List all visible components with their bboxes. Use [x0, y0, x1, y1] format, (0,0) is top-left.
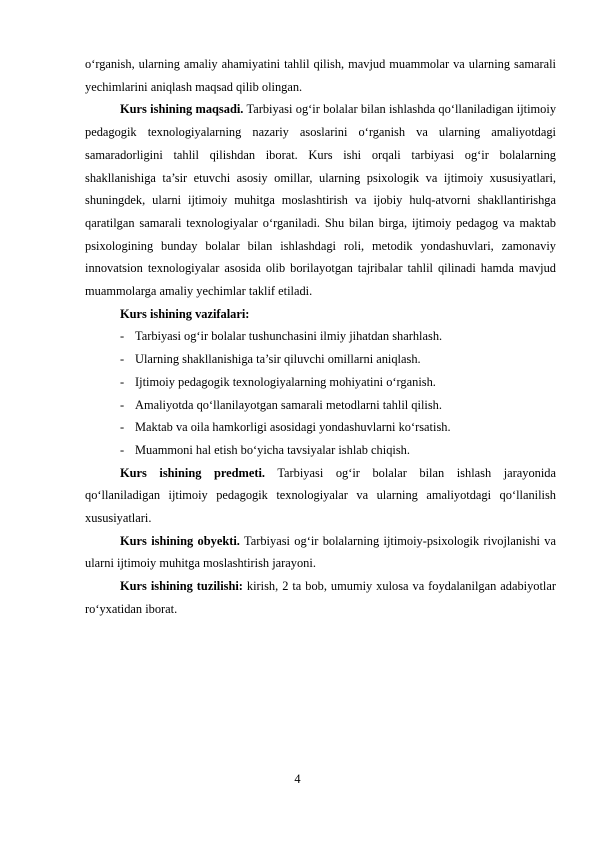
- tasks-heading: Kurs ishining vazifalari:: [120, 306, 250, 321]
- list-item-text: Maktab va oila hamkorligi asosidagi yondashuvlarni ko‘rsatish.: [135, 420, 451, 435]
- dash-marker: -: [120, 442, 125, 457]
- tasks-list: [85, 325, 556, 461]
- intro-paragraph: o‘rganish, ularning amaliy ahamiyatini tahlil qilish, mavjud muammolar va ularning samarali yechimlarini aniqlash maqsad qilib olingan.: [85, 57, 556, 94]
- dash-marker: -: [120, 420, 125, 435]
- subject-paragraph: [85, 462, 556, 530]
- list-item-text: Tarbiyasi og‘ir bolalar tushunchasini ilmiy jihatdan sharhlash.: [135, 329, 443, 344]
- subject-text: Tarbiyasi og‘ir bolalar bilan ishlash jarayonida qo‘llaniladigan ijtimoiy pedagogik texnologiyalar va ularning amaliyotdagi qo‘llanilish xususiyatlari.: [85, 465, 556, 526]
- object-lead: Kurs ishining obyekti.: [120, 533, 240, 548]
- list-item: [85, 371, 556, 394]
- structure-text: kirish, 2 ta bob, umumiy xulosa va foydalanilgan adabiyotlar ro‘yxatidan iborat.: [85, 579, 556, 616]
- dash-marker: -: [120, 352, 125, 367]
- object-paragraph: [85, 530, 556, 575]
- dash-marker: -: [120, 329, 125, 344]
- structure-lead: Kurs ishining tuzilishi:: [120, 579, 243, 594]
- structure-paragraph: [85, 575, 556, 620]
- list-item-text: Amaliyotda qo‘llanilayotgan samarali metodlarni tahlil qilish.: [135, 397, 442, 412]
- list-item-text: Ijtimoiy pedagogik texnologiyalarning mohiyatini o‘rganish.: [135, 374, 436, 389]
- list-item: [85, 439, 556, 462]
- list-item: [85, 348, 556, 371]
- purpose-text: Tarbiyasi og‘ir bolalar bilan ishlashda qo‘llaniladigan ijtimoiy pedagogik texnologiyalarning nazariy asoslarini o‘rganish va ularning amaliyotdagi samaradorligini tahlil qilishdan iborat. Kurs ishi orqali tarbiyasi og‘ir bolalarning shakllanishiga ta’sir etuvchi asosiy omillar, ularning psixologik va ijtimoiy xususiyatlari, shuningdek, ularni ijtimoiy muhitga moslashtirish va ijobiy hulq-atvorni shakllantirishga qaratilgan samarali texnologiyalar o‘rganiladi. Shu bilan birga, ijtimoiy pedagog va maktab psixologining bunday bolalar bilan ishlashdagi roli, metodik yondashuvlari, zamonaviy innovatsion texnologiyalar asosida olib borilayotgan tajribalar tahlil qilinadi hamda mavjud muammolarga amaliy yechimlar taklif etiladi.: [85, 102, 557, 299]
- list-item-text: Muammoni hal etish bo‘yicha tavsiyalar ishlab chiqish.: [135, 442, 410, 457]
- purpose-paragraph: [85, 98, 556, 302]
- subject-lead: Kurs ishining predmeti.: [120, 465, 266, 480]
- list-item: [85, 325, 556, 348]
- list-item-text: Ularning shakllanishiga ta’sir qiluvchi omillarni aniqlash.: [135, 352, 421, 367]
- dash-marker: -: [120, 397, 125, 412]
- object-text: Tarbiyasi og‘ir bolalarning ijtimoiy-psixologik rivojlanishi va ularni ijtimoiy muhitga moslashtirish jarayoni.: [85, 533, 557, 571]
- purpose-lead: Kurs ishining maqsadi.: [120, 102, 244, 117]
- document-page: [85, 53, 556, 621]
- dash-marker: -: [120, 374, 125, 389]
- page-number: 4: [294, 772, 301, 786]
- list-item: [85, 394, 556, 417]
- list-item: [85, 416, 556, 439]
